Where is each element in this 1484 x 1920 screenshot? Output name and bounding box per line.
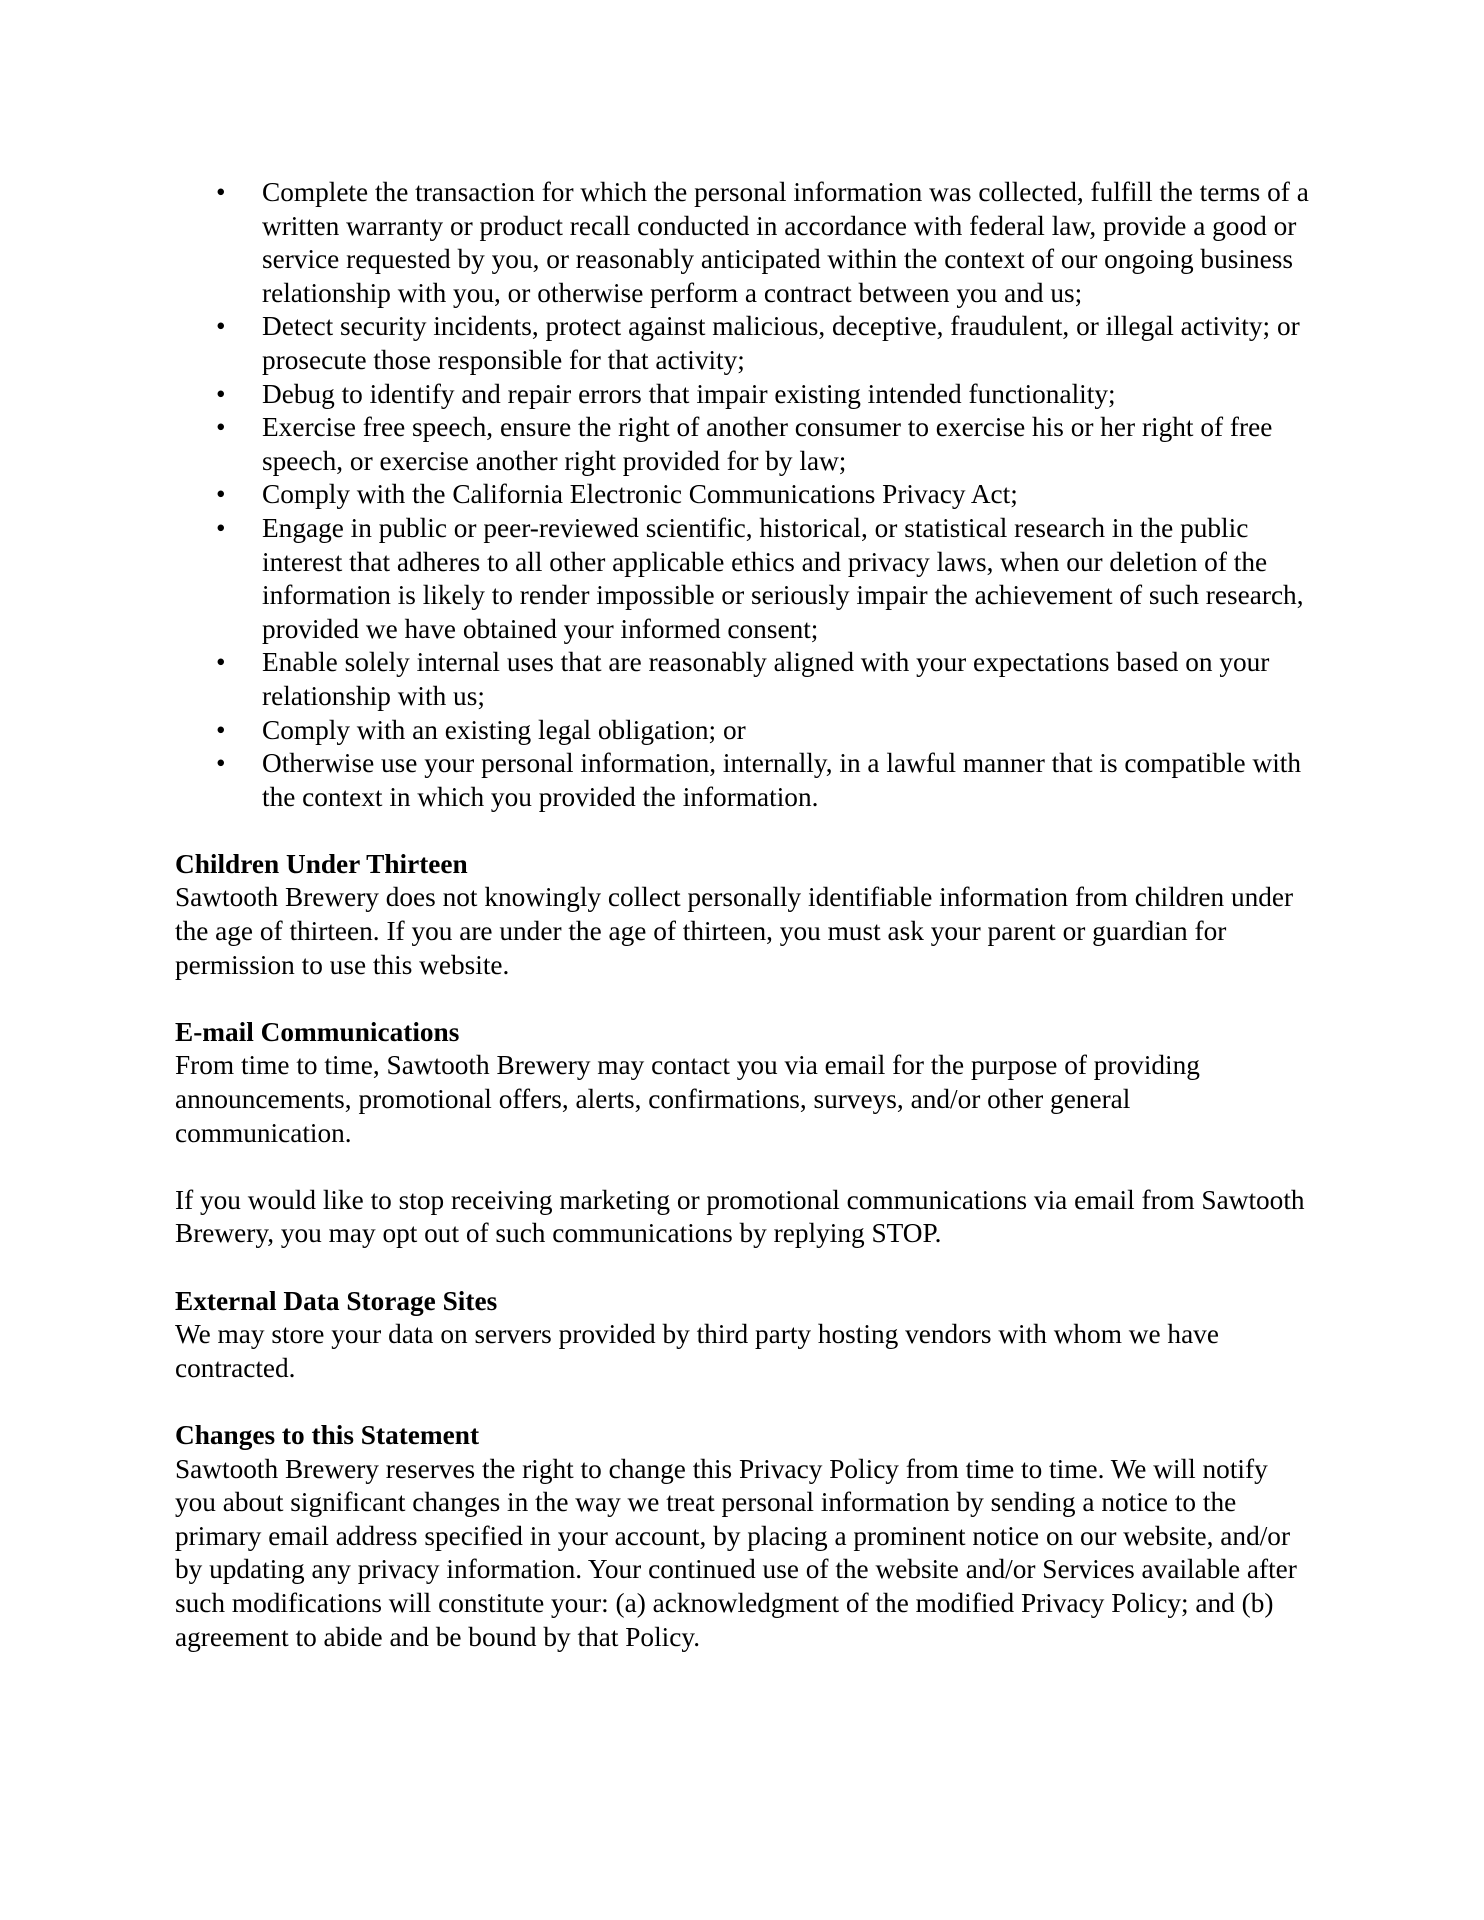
list-item-text: Detect security incidents, protect against malicious, deceptive, fraudulent, or illegal activity; or prosecute those responsible for that activity; [262,311,1300,375]
bullet-marker: • [216,479,226,510]
exceptions-list [175,176,1310,814]
list-item [175,411,1310,478]
list-item [175,714,1310,748]
list-item [175,512,1310,646]
email-section [175,1016,1310,1251]
bullet-marker: • [216,647,226,678]
children-heading: Children Under Thirteen [175,848,468,879]
children-section [175,848,1310,982]
changes-section [175,1419,1310,1654]
bullet-marker: • [216,412,226,443]
storage-heading: External Data Storage Sites [175,1285,498,1316]
bullet-marker: • [216,378,226,409]
email-body-1: From time to time, Sawtooth Brewery may contact you via email for the purpose of providing announcements, promotional offers, alerts, confirmations, surveys, and/or other general communication. [175,1050,1200,1148]
bullet-marker: • [216,748,226,779]
changes-body: Sawtooth Brewery reserves the right to change this Privacy Policy from time to time. We will notify you about significant changes in the way we treat personal information by sending a notice to the primary email address specified in your account, by placing a prominent notice on our website, and/or by updating any privacy information. Your continued use of the website and/or Services available after such modifications will constitute your: (a) acknowledgment of the modified Privacy Policy; and (b) agreement to abide and be bound by that Policy. [175,1453,1297,1652]
list-item [175,176,1310,310]
bullet-marker: • [216,177,226,207]
list-item [175,747,1310,814]
changes-heading: Changes to this Statement [175,1419,480,1450]
list-item-text: Complete the transaction for which the personal information was collected, fulfill the terms of a written warranty or product recall conducted in accordance with federal law, provide a good or service requested by you, or reasonably anticipated within the context of our ongoing business relationship with you, or otherwise perform a contract between you and us; [262,177,1309,308]
list-item-text: Exercise free speech, ensure the right of another consumer to exercise his or her right of free speech, or exercise another right provided for by law; [262,412,1273,476]
document-content [175,176,1310,1654]
list-item-text: Comply with an existing legal obligation; or [262,714,746,745]
storage-section [175,1285,1310,1386]
list-item [175,478,1310,512]
list-item [175,310,1310,377]
list-item [175,646,1310,713]
list-item-text: Debug to identify and repair errors that impair existing intended functionality; [262,378,1116,409]
bullet-marker: • [216,311,226,342]
list-item-text: Comply with the California Electronic Communications Privacy Act; [262,479,1018,510]
email-body-2: If you would like to stop receiving marketing or promotional communications via email from Sawtooth Brewery, you may opt out of such communications by replying STOP. [175,1184,1305,1249]
children-body: Sawtooth Brewery does not knowingly collect personally identifiable information from children under the age of thirteen. If you are under the age of thirteen, you must ask your parent or guardian for permission to use this website. [175,882,1294,980]
list-item [175,378,1310,412]
list-item-text: Enable solely internal uses that are reasonably aligned with your expectations based on your relationship with us; [262,647,1270,711]
storage-body: We may store your data on servers provided by third party hosting vendors with whom we have contracted. [175,1319,1219,1383]
bullet-marker: • [216,714,226,745]
email-heading: E-mail Communications [175,1016,460,1047]
list-item-text: Otherwise use your personal information, internally, in a lawful manner that is compatible with the context in which you provided the information. [262,748,1302,812]
bullet-marker: • [216,512,226,543]
list-item-text: Engage in public or peer-reviewed scientific, historical, or statistical research in the public interest that adheres to all other applicable ethics and privacy laws, when our deletion of the information is likely to render impossible or seriously impair the achievement of such research, provided we have obtained your informed consent; [262,512,1304,644]
